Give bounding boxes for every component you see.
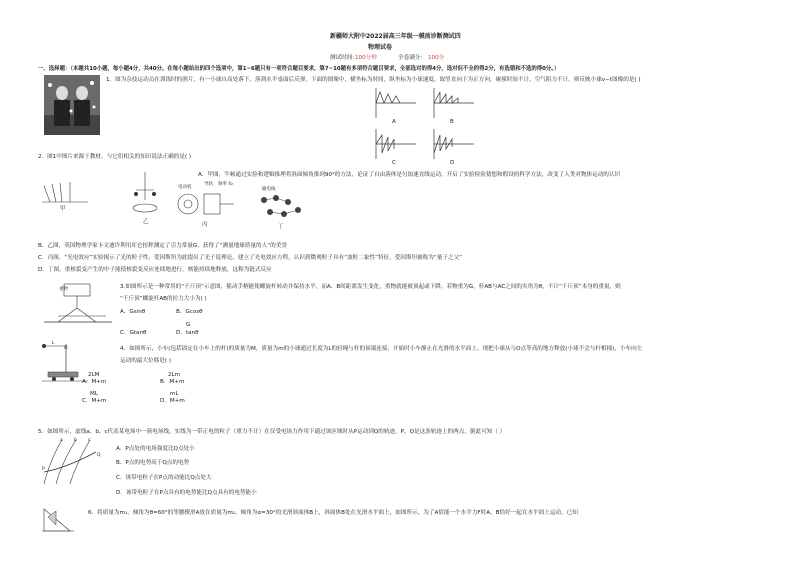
q4-option-c-den: C．M+m [82, 398, 107, 404]
q2-option-d: D．丁图，重核裂变产生的中子能使核裂变反应连续地进行，核能持续地释放，这称为链式反应 [38, 267, 272, 273]
q2-option-a: A．甲图，牛顿通过实验和逻辑推理将斜面倾角推到90°的方法，论证了自由落体是匀加速直线运动，开启了实验检验猜想和假设的科学方法，改变了人类对物体运动的认识 [198, 172, 621, 178]
q6-text: 6．将质量为m₁、倾角为θ=60°的等腰楔形A放在质量为m₂、倾角为α=30°的光滑斜面体B上，斜面体B处在光滑水平面上，如图所示，为了A恰能一个水平力F时A、B恰好一起在水平面上运动，已知 [88, 510, 578, 516]
q6-wedge-figure [40, 505, 76, 533]
q2-label-bing: 丙 [202, 222, 208, 228]
q2-fig-bing [176, 190, 236, 218]
q1-graph-d [430, 127, 476, 161]
q4-option-a-num: 2LM [88, 372, 100, 378]
q4-option-a-den: A．M+m [82, 379, 107, 385]
q1-label-d: D [450, 160, 455, 166]
q4-text2: 运动的最大位移是( ) [120, 358, 171, 364]
time-value: 100分钟 [355, 55, 377, 61]
acrobat-photo [44, 75, 100, 135]
q3-text2: “千斤顶”螺旋杆AB的拉力大小为( ) [120, 296, 207, 302]
q4-option-c-num: ML [90, 391, 98, 397]
q1-label-c: C [392, 160, 396, 166]
q5-fig-b: b [74, 438, 77, 443]
score-value: 100分 [428, 55, 445, 61]
q2-fig-label1: 电动机 [178, 185, 192, 190]
q2-option-c: C．丙图，“光电效应”实验揭示了光的粒子性，爱因斯坦为此提出了光子说理论，建立了光电效应方程，认识到微观粒子具有“波粒二象性”特征，爱因斯坦被称为“量子之父” [38, 255, 463, 261]
q3-jack-figure [40, 282, 116, 326]
q2-fig-label3: 频率 fo [218, 182, 233, 187]
q5-field-figure [40, 438, 104, 486]
q3-option-d-den: D．tanθ [176, 330, 199, 336]
q4-option-b-num: 2Lm [168, 372, 181, 378]
q2-fig-yi [130, 170, 160, 214]
time-label: 测试时间： [330, 55, 358, 61]
q3-option-c: C．Gtanθ [120, 330, 147, 336]
q1-graph-b [430, 86, 476, 120]
q5-option-b: B．P点的电势高于Q点的电势 [116, 460, 190, 466]
q3-option-a: A．Gsinθ [120, 309, 146, 315]
q4-option-d-den: D．M+m [160, 398, 185, 404]
section-heading: 一、选择题：（本题共10小题，每小题4分，共40分。在每小题给出的四个选项中，第1~6题只有一项符合题目要求，第7~10题有多项符合题目要求，全部选对的得4分，选对但不全的得2分，有选错和不选的得0分。） [38, 66, 560, 72]
q2-label-ding: 丁 [278, 224, 284, 230]
q2-fig-label2: 导轨 [204, 182, 213, 187]
q4-option-b-den: B．M+m [160, 379, 185, 385]
q3-text: 3.如图所示是一种常用的“千斤顶”示意图，摇动手柄能使螺旋杆转动并保持水平，而A、B间距离发生变化，重物就能被顶起或下降。若物重为G，杆AB与AC之间的夹角为θ，不计“千斤顶”本身的重量，则 [120, 284, 621, 290]
q5-option-c: C．该带电粒子在P点的动能比Q点处大 [116, 475, 212, 481]
q1-label-a: A [392, 119, 396, 125]
score-label: 全卷满分： [398, 55, 426, 61]
q2-fig-ding [256, 192, 308, 222]
q3-option-b: B．Gcosθ [176, 309, 203, 315]
exam-title: 新疆师大附中2022届高三年级一模前诊断测试四 [330, 33, 461, 40]
q5-fig-a: a [60, 438, 63, 443]
q4-fig-label-l: L [52, 341, 55, 346]
q3-option-d-num: G [186, 322, 191, 328]
q1-text: 1．图为杂技运动员在训练时的照片，有一小球自高处落下，落到水平桌面后反弹。下面的图像中，横坐标为时间，纵坐标为小球速度，取竖直向下为正方向，碰撞时间不计，空气阻力不计，则反映小球v−t图像的是( ) [106, 77, 641, 83]
q1-graph-a [372, 86, 418, 120]
q2-fig-label4: 输电线 [262, 187, 276, 192]
q3-fig-label: 重物 [59, 287, 68, 292]
q5-fig-p: P [42, 467, 45, 472]
q2-fig-jia [40, 180, 90, 204]
q5-option-a: A．P点处的电场强度比Q点处小 [116, 446, 195, 452]
exam-subject: 物理试卷 [368, 44, 393, 51]
q2-label-jia: 甲 [60, 206, 66, 212]
q5-fig-q: Q [97, 453, 101, 458]
q2-option-b: B．乙图，英国物理学家卡文迪许利用库仑扭秤测定了引力常量G，获得了“测量地球质量的人”的美誉 [38, 243, 287, 249]
q5-fig-c: c [88, 438, 91, 443]
q1-graph-c [372, 127, 418, 161]
q5-option-d: D．该带电粒子在P点具有的电势能比Q点具有的电势能小 [116, 490, 257, 496]
q4-option-d-num: mL [170, 391, 179, 397]
q5-text: 5．如图所示，虚线a、b、c代表某电场中一簇电场线，实线为一带正电的粒子（重力不计）在仅受电场力作用下通过该区域时从P运动到Q的轨迹，P、Q是这条轨迹上的两点，据此可知（ ） [38, 429, 506, 435]
q2-label-yi: 乙 [143, 219, 149, 225]
q4-fig-label-o: O [64, 346, 68, 351]
q2-text: 2．图1中图片来源于教材，与它们相关的知识说法正确的是( ) [38, 154, 192, 160]
q4-text: 4．如图所示，小车(包括固定在小车上的杆)的质量为M，质量为m的小球通过长度为L的轻绳与杆的顶端连接，开始时小车静止在光滑的水平面上，现把小球从与O点等高的地方释放(小球不会与杆相撞)，小车向左 [120, 346, 643, 352]
q1-label-b: B [450, 119, 454, 125]
